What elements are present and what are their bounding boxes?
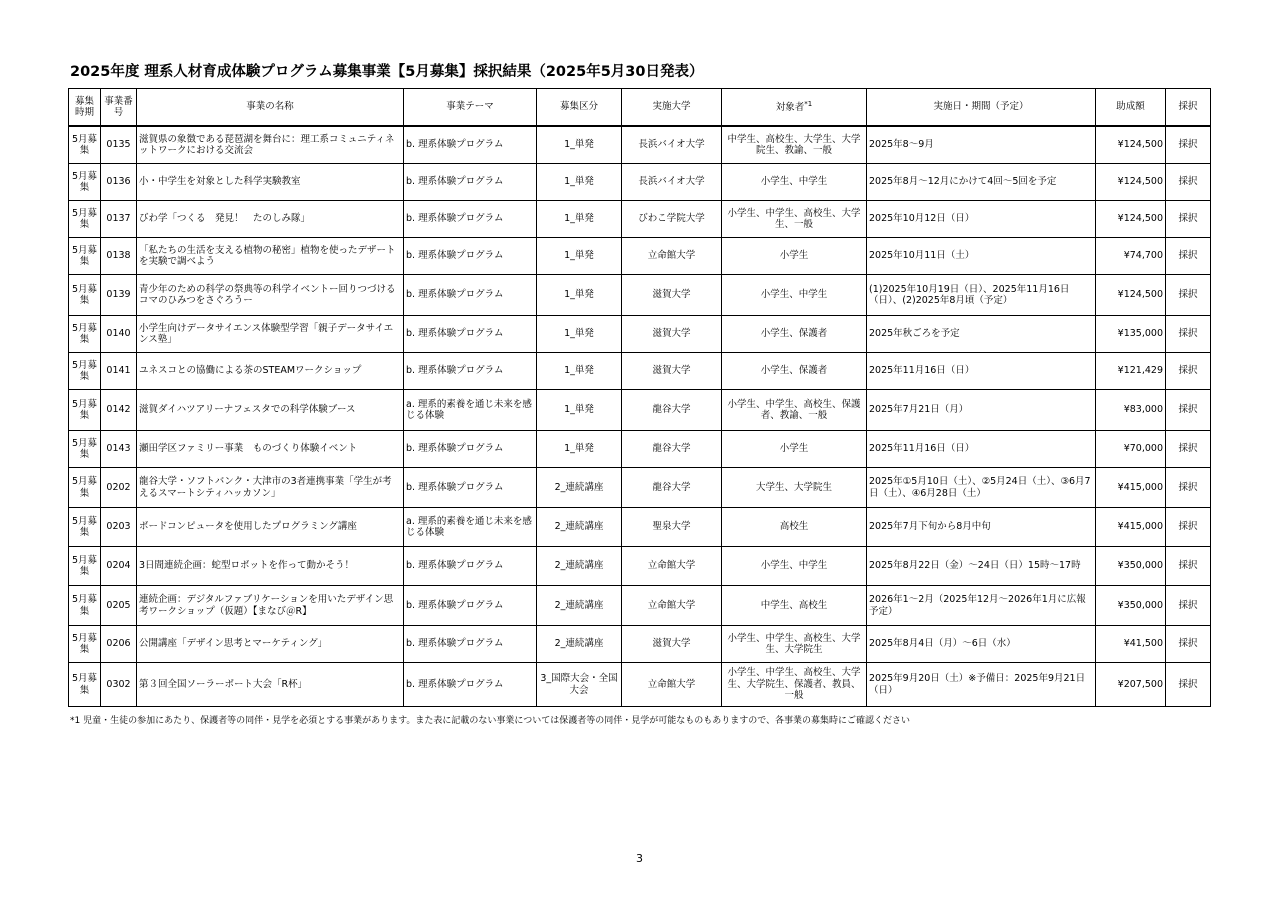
- cell-name: 連続企画：デジタルファブリケーションを用いたデザイン思考ワークショップ（仮題）【まなび＠R】: [137, 586, 404, 626]
- cell-adopt: 採択: [1166, 126, 1211, 164]
- cell-theme: b. 理系体験プログラム: [404, 164, 537, 201]
- cell-target: 小学生、中学生、高校生、保護者、教諭、一般: [722, 390, 867, 431]
- cell-period: 5月募集: [69, 164, 101, 201]
- cell-target: 高校生: [722, 508, 867, 547]
- table-row: [69, 663, 1211, 707]
- cell-no: 0203: [101, 508, 137, 547]
- header-target-label: 対象者: [775, 102, 805, 114]
- cell-adopt: 採択: [1166, 586, 1211, 626]
- cell-name: 龍谷大学・ソフトバンク・大津市の3者連携事業「学生が考えるスマートシティハッカソン」: [137, 468, 404, 508]
- cell-theme: b. 理系体験プログラム: [404, 238, 537, 275]
- cell-name: 「私たちの生活を支える植物の秘密」植物を使ったデザートを実験で調べよう: [137, 238, 404, 275]
- cell-date: 2025年8月4日（月）～6日（水）: [867, 626, 1096, 663]
- cell-no: 0142: [101, 390, 137, 431]
- cell-theme: b. 理系体験プログラム: [404, 316, 537, 353]
- header-adopt: 採択: [1166, 89, 1211, 127]
- cell-amount: ¥350,000: [1096, 547, 1166, 586]
- cell-no: 0137: [101, 201, 137, 238]
- cell-theme: b. 理系体験プログラム: [404, 126, 537, 164]
- cell-category: 1_単発: [537, 275, 622, 316]
- cell-name: びわ学「つくる 発見！ たのしみ隊」: [137, 201, 404, 238]
- table-row: [69, 508, 1211, 547]
- cell-name: 滋賀県の象徴である琵琶湖を舞台に：理工系コミュニティネットワークにおける交流会: [137, 126, 404, 164]
- cell-amount: ¥135,000: [1096, 316, 1166, 353]
- cell-period: 5月募集: [69, 390, 101, 431]
- header-target: [722, 89, 867, 127]
- header-name: 事業の名称: [137, 89, 404, 127]
- cell-no: 0302: [101, 663, 137, 707]
- cell-target: 小学生、中学生、高校生、大学生、大学院生: [722, 626, 867, 663]
- cell-theme: b. 理系体験プログラム: [404, 275, 537, 316]
- table-row: [69, 164, 1211, 201]
- header-date: 実施日・期間（予定）: [867, 89, 1096, 127]
- cell-no: 0143: [101, 431, 137, 468]
- cell-theme: b. 理系体験プログラム: [404, 468, 537, 508]
- cell-adopt: 採択: [1166, 316, 1211, 353]
- cell-date: 2025年9月20日（土）※予備日：2025年9月21日（日）: [867, 663, 1096, 707]
- cell-category: 2_連続講座: [537, 547, 622, 586]
- cell-period: 5月募集: [69, 126, 101, 164]
- cell-period: 5月募集: [69, 547, 101, 586]
- cell-no: 0136: [101, 164, 137, 201]
- table-row: [69, 390, 1211, 431]
- table-row: [69, 275, 1211, 316]
- table-row: [69, 626, 1211, 663]
- cell-adopt: 採択: [1166, 431, 1211, 468]
- cell-target: 小学生、中学生、高校生、大学生、大学院生、保護者、教員、一般: [722, 663, 867, 707]
- cell-date: 2026年1～2月（2025年12月～2026年1月に広報予定）: [867, 586, 1096, 626]
- cell-name: ボードコンピュータを使用したプログラミング講座: [137, 508, 404, 547]
- cell-university: 立命館大学: [622, 238, 722, 275]
- cell-theme: b. 理系体験プログラム: [404, 586, 537, 626]
- cell-amount: ¥124,500: [1096, 275, 1166, 316]
- cell-target: 小学生、保護者: [722, 316, 867, 353]
- cell-category: 1_単発: [537, 201, 622, 238]
- cell-date: (1)2025年10月19日（日）、2025年11月16日（日）、(2)2025年8月頃（予定）: [867, 275, 1096, 316]
- cell-category: 1_単発: [537, 316, 622, 353]
- cell-adopt: 採択: [1166, 238, 1211, 275]
- cell-date: 2025年8月～12月にかけて4回～5回を予定: [867, 164, 1096, 201]
- cell-adopt: 採択: [1166, 508, 1211, 547]
- cell-university: 長浜バイオ大学: [622, 164, 722, 201]
- footnote: *1 児童・生徒の参加にあたり、保護者等の同伴・見学を必須とする事業があります。また表に記載のない事業については保護者等の同伴・見学が可能なものもありますので、各事業の募集時にご確認ください: [70, 716, 911, 726]
- cell-date: 2025年10月12日（日）: [867, 201, 1096, 238]
- cell-period: 5月募集: [69, 508, 101, 547]
- cell-target: 小学生、中学生、高校生、大学生、一般: [722, 201, 867, 238]
- table-row: [69, 431, 1211, 468]
- cell-date: 2025年秋ごろを予定: [867, 316, 1096, 353]
- cell-category: 2_連続講座: [537, 508, 622, 547]
- cell-target: 小学生、中学生: [722, 164, 867, 201]
- cell-no: 0135: [101, 126, 137, 164]
- header-theme: 事業テーマ: [404, 89, 537, 127]
- cell-target: 小学生、中学生: [722, 275, 867, 316]
- cell-period: 5月募集: [69, 316, 101, 353]
- cell-no: 0206: [101, 626, 137, 663]
- cell-amount: ¥41,500: [1096, 626, 1166, 663]
- cell-date: 2025年8月22日（金）～24日（日）15時～17時: [867, 547, 1096, 586]
- cell-date: 2025年11月16日（日）: [867, 353, 1096, 390]
- cell-period: 5月募集: [69, 468, 101, 508]
- cell-amount: ¥121,429: [1096, 353, 1166, 390]
- cell-category: 1_単発: [537, 126, 622, 164]
- cell-university: 長浜バイオ大学: [622, 126, 722, 164]
- cell-amount: ¥74,700: [1096, 238, 1166, 275]
- cell-amount: ¥70,000: [1096, 431, 1166, 468]
- cell-adopt: 採択: [1166, 468, 1211, 508]
- cell-amount: ¥415,000: [1096, 468, 1166, 508]
- cell-name: 滋賀ダイハツアリーナフェスタでの科学体験ブース: [137, 390, 404, 431]
- cell-category: 1_単発: [537, 164, 622, 201]
- cell-period: 5月募集: [69, 663, 101, 707]
- cell-target: 小学生: [722, 238, 867, 275]
- cell-no: 0204: [101, 547, 137, 586]
- cell-theme: b. 理系体験プログラム: [404, 431, 537, 468]
- cell-adopt: 採択: [1166, 547, 1211, 586]
- header-university: 実施大学: [622, 89, 722, 127]
- cell-university: 滋賀大学: [622, 626, 722, 663]
- cell-date: 2025年8～9月: [867, 126, 1096, 164]
- cell-adopt: 採択: [1166, 353, 1211, 390]
- table-row: [69, 468, 1211, 508]
- results-table: [68, 88, 1211, 707]
- cell-name: 3日間連続企画：蛇型ロボットを作って動かそう！: [137, 547, 404, 586]
- cell-amount: ¥83,000: [1096, 390, 1166, 431]
- table-row: [69, 201, 1211, 238]
- cell-university: 立命館大学: [622, 663, 722, 707]
- cell-target: 小学生、中学生: [722, 547, 867, 586]
- cell-name: 小・中学生を対象とした科学実験教室: [137, 164, 404, 201]
- cell-theme: b. 理系体験プログラム: [404, 547, 537, 586]
- cell-theme: b. 理系体験プログラム: [404, 626, 537, 663]
- cell-no: 0141: [101, 353, 137, 390]
- page-title: 2025年度 理系人材育成体験プログラム募集事業【5月募集】採択結果（2025年5月30日発表）: [70, 64, 704, 80]
- cell-date: 2025年7月21日（月）: [867, 390, 1096, 431]
- cell-name: 青少年のための科学の祭典等の科学イベントー回りつづけるコマのひみつをさぐろうー: [137, 275, 404, 316]
- cell-category: 1_単発: [537, 431, 622, 468]
- cell-category: 2_連続講座: [537, 468, 622, 508]
- cell-theme: b. 理系体験プログラム: [404, 201, 537, 238]
- cell-university: 立命館大学: [622, 547, 722, 586]
- cell-amount: ¥124,500: [1096, 164, 1166, 201]
- cell-category: 3_国際大会・全国大会: [537, 663, 622, 707]
- header-no: 事業番号: [101, 89, 137, 127]
- cell-university: 立命館大学: [622, 586, 722, 626]
- cell-date: 2025年①5月10日（土）、②5月24日（土）、③6月7日（土）、④6月28日（土）: [867, 468, 1096, 508]
- table-header-row: [69, 89, 1211, 127]
- cell-adopt: 採択: [1166, 275, 1211, 316]
- cell-university: びわこ学院大学: [622, 201, 722, 238]
- cell-no: 0140: [101, 316, 137, 353]
- cell-adopt: 採択: [1166, 390, 1211, 431]
- cell-no: 0205: [101, 586, 137, 626]
- table-row: [69, 586, 1211, 626]
- cell-university: 聖泉大学: [622, 508, 722, 547]
- cell-university: 滋賀大学: [622, 316, 722, 353]
- cell-adopt: 採択: [1166, 626, 1211, 663]
- header-category: 募集区分: [537, 89, 622, 127]
- cell-adopt: 採択: [1166, 201, 1211, 238]
- cell-period: 5月募集: [69, 238, 101, 275]
- cell-name: 小学生向けデータサイエンス体験型学習「親子データサイエンス塾」: [137, 316, 404, 353]
- cell-category: 2_連続講座: [537, 586, 622, 626]
- page-number: 3: [636, 852, 643, 865]
- cell-target: 大学生、大学院生: [722, 468, 867, 508]
- cell-university: 龍谷大学: [622, 431, 722, 468]
- header-amount: 助成額: [1096, 89, 1166, 127]
- cell-name: 瀬田学区ファミリー事業 ものづくり体験イベント: [137, 431, 404, 468]
- cell-category: 1_単発: [537, 238, 622, 275]
- cell-period: 5月募集: [69, 201, 101, 238]
- table-row: [69, 126, 1211, 164]
- cell-adopt: 採択: [1166, 164, 1211, 201]
- cell-period: 5月募集: [69, 586, 101, 626]
- cell-period: 5月募集: [69, 275, 101, 316]
- cell-target: 中学生、高校生、大学生、大学院生、教諭、一般: [722, 126, 867, 164]
- cell-date: 2025年10月11日（土）: [867, 238, 1096, 275]
- cell-theme: b. 理系体験プログラム: [404, 353, 537, 390]
- cell-category: 2_連続講座: [537, 626, 622, 663]
- cell-theme: a. 理系的素養を通じ未来を感じる体験: [404, 390, 537, 431]
- cell-period: 5月募集: [69, 626, 101, 663]
- cell-category: 1_単発: [537, 390, 622, 431]
- cell-name: 公開講座「デザイン思考とマーケティング」: [137, 626, 404, 663]
- cell-university: 龍谷大学: [622, 390, 722, 431]
- cell-name: ユネスコとの協働による茶のSTEAMワークショップ: [137, 353, 404, 390]
- table-row: [69, 353, 1211, 390]
- cell-target: 中学生、高校生: [722, 586, 867, 626]
- table-body: [69, 126, 1211, 707]
- cell-no: 0139: [101, 275, 137, 316]
- cell-target: 小学生、保護者: [722, 353, 867, 390]
- cell-date: 2025年7月下旬から8月中旬: [867, 508, 1096, 547]
- cell-amount: ¥207,500: [1096, 663, 1166, 707]
- cell-university: 滋賀大学: [622, 275, 722, 316]
- table-row: [69, 316, 1211, 353]
- cell-amount: ¥124,500: [1096, 201, 1166, 238]
- cell-amount: ¥124,500: [1096, 126, 1166, 164]
- header-period: 募集時期: [69, 89, 101, 127]
- cell-adopt: 採択: [1166, 663, 1211, 707]
- cell-target: 小学生: [722, 431, 867, 468]
- cell-category: 1_単発: [537, 353, 622, 390]
- cell-university: 滋賀大学: [622, 353, 722, 390]
- cell-date: 2025年11月16日（日）: [867, 431, 1096, 468]
- cell-university: 龍谷大学: [622, 468, 722, 508]
- cell-no: 0138: [101, 238, 137, 275]
- cell-name: 第３回全国ソーラーボート大会「R杯」: [137, 663, 404, 707]
- table-row: [69, 547, 1211, 586]
- header-target-footnote-mark: *1: [804, 100, 813, 109]
- cell-period: 5月募集: [69, 353, 101, 390]
- cell-amount: ¥415,000: [1096, 508, 1166, 547]
- cell-no: 0202: [101, 468, 137, 508]
- cell-theme: a. 理系的素養を通じ未来を感じる体験: [404, 508, 537, 547]
- cell-theme: b. 理系体験プログラム: [404, 663, 537, 707]
- cell-period: 5月募集: [69, 431, 101, 468]
- table-row: [69, 238, 1211, 275]
- cell-amount: ¥350,000: [1096, 586, 1166, 626]
